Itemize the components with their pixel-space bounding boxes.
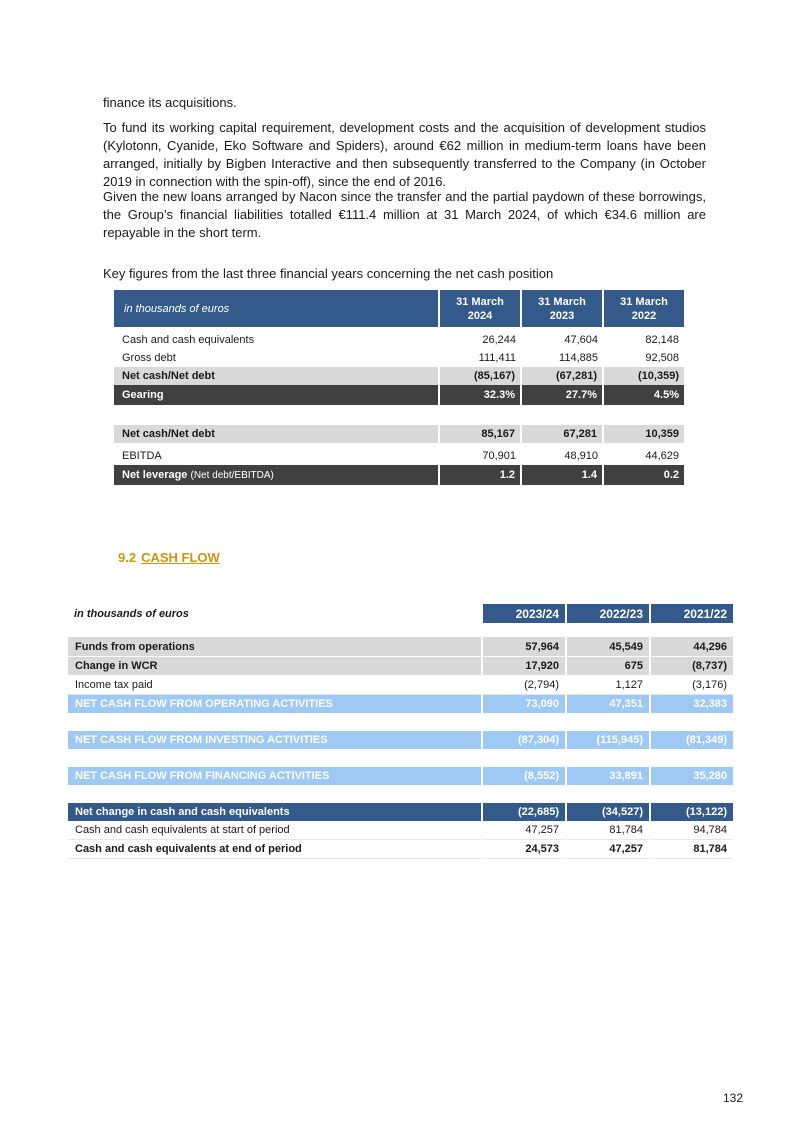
key-figures-heading: Key figures from the last three financial years concerning the net cash position [103, 266, 554, 281]
column-header: 31 March 2022 [603, 290, 684, 327]
page-number: 132 [723, 1091, 744, 1105]
table-row: Gearing 32.3% 27.7% 4.5% [114, 385, 684, 405]
cash-flow-table [68, 604, 733, 859]
paragraph-liabilities: Given the new loans arranged by Nacon since the transfer and the partial paydown of these borrowings, the Group’s financial liabilities totalled €111.4 million at 31 March 2024, of which €34.6 million are repayable in the short term. [103, 189, 706, 240]
row-label: Net leverage [122, 469, 188, 481]
table-row: Funds from operations 57,964 45,549 44,296 [68, 638, 733, 657]
table-row: Cash and cash equivalents at end of period 24,573 47,257 81,784 [68, 840, 733, 859]
table-row: Income tax paid (2,794) 1,127 (3,176) [68, 676, 733, 695]
column-header: 2021/22 [650, 604, 733, 623]
table-row: NET CASH FLOW FROM OPERATING ACTIVITIES 73,090 47,351 32,383 [68, 695, 733, 714]
table-row: EBITDA 70,901 48,910 44,629 [122, 450, 679, 462]
table-row: Cash and cash equivalents at start of period 47,257 81,784 94,784 [68, 821, 733, 840]
column-header: 2022/23 [566, 604, 650, 623]
section-title: CASH FLOW [141, 550, 220, 565]
key-figures-table [114, 290, 684, 485]
column-header: 2023/24 [482, 604, 566, 623]
table-header-row [68, 604, 733, 623]
unit-label: in thousands of euros [68, 604, 482, 623]
table-row: NET CASH FLOW FROM FINANCING ACTIVITIES (8,552) 33,891 35,280 [68, 767, 733, 785]
table-row: Net change in cash and cash equivalents (22,685) (34,527) (13,122) [68, 803, 733, 821]
table-row: Gross debt 111,411 114,885 92,508 [122, 352, 679, 364]
table-header-row [114, 290, 684, 327]
unit-label: in thousands of euros [114, 290, 439, 327]
column-header: 31 March 2023 [521, 290, 603, 327]
table-row: NET CASH FLOW FROM INVESTING ACTIVITIES (87,304) (115,945) (81,349) [68, 731, 733, 749]
table-row: Cash and cash equivalents 26,244 47,604 82,148 [122, 334, 679, 346]
row-sublabel: (Net debt/EBITDA) [190, 470, 274, 481]
section-number: 9.2 [118, 550, 137, 565]
paragraph-intro-fragment: finance its acquisitions. [103, 95, 237, 110]
table-row: Net cash/Net debt (85,167) (67,281) (10,359) [114, 367, 684, 385]
table-row: Change in WCR 17,920 675 (8,737) [68, 657, 733, 676]
section-heading [118, 550, 220, 565]
column-header: 31 March 2024 [439, 290, 521, 327]
table-row: Net leverage (Net debt/EBITDA) 1.2 1.4 0.2 [114, 465, 684, 485]
paragraph-loans: To fund its working capital requirement, development costs and the acquisition of development studios (Kylotonn, Cyanide, Eko Software and Spiders), around €62 million in medium-term loans have been arranged, initially by Bigben Interactive and then subsequently transferred to the Company (in October 2019 in connection with the spin-off), since the end of 2016. [103, 120, 706, 189]
table-row: Net cash/Net debt 85,167 67,281 10,359 [114, 425, 684, 443]
